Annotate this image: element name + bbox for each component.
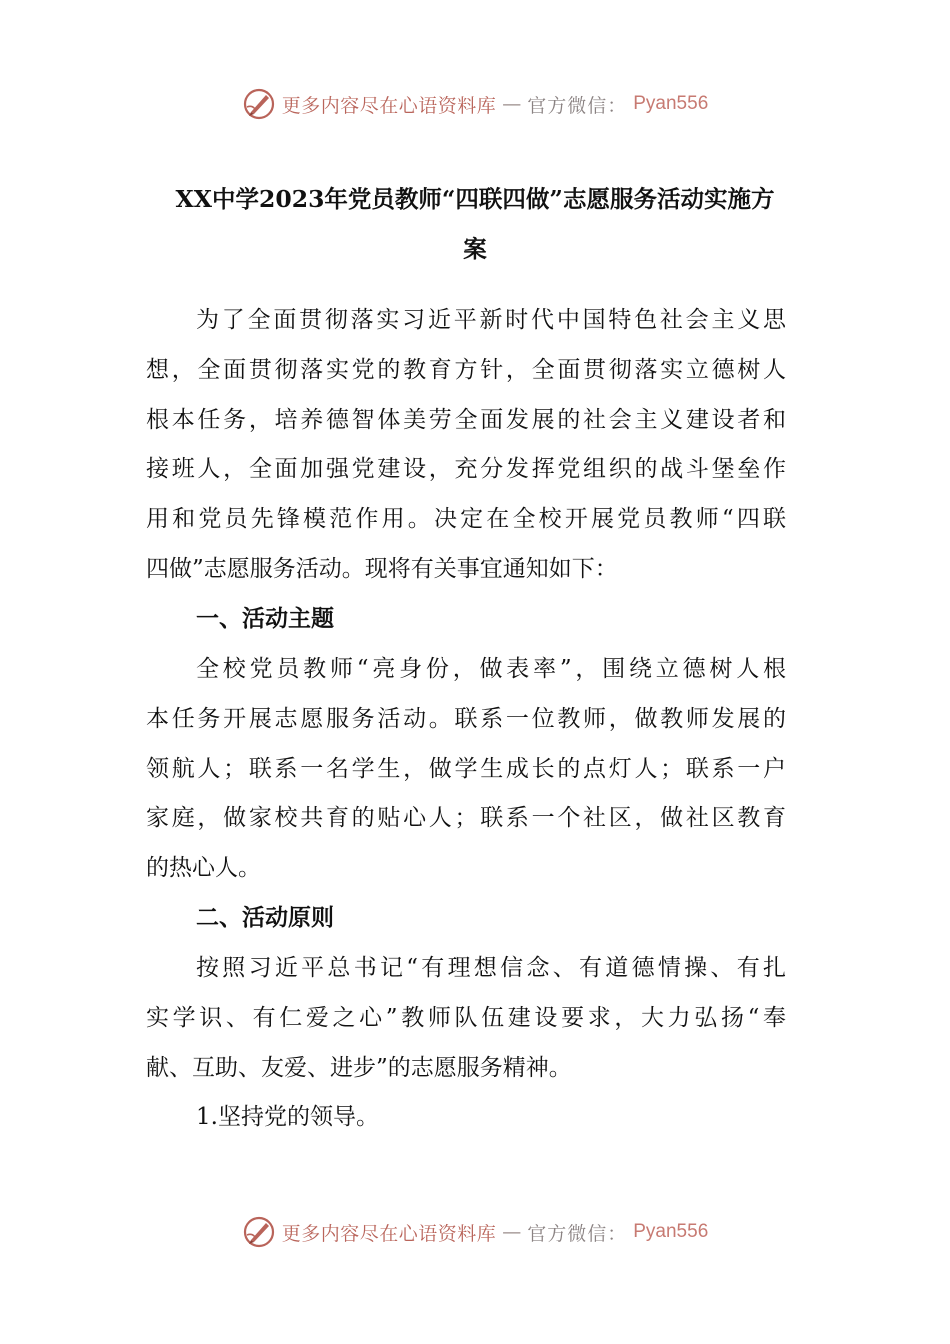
section-heading-principles: 二、活动原则: [196, 904, 334, 931]
paragraph-line: 领航人；联系一名学生，做学生成长的点灯人；联系一户: [146, 756, 786, 782]
paragraph-line: 献、互助、友爱、进步”的志愿服务精神。: [146, 1055, 572, 1081]
paragraph-line: 实学识、有仁爱之心”教师队伍建设要求，大力弘扬“奉: [146, 1005, 786, 1031]
paragraph-line: 想，全面贯彻落实党的教育方针，全面贯彻落实立德树人: [146, 357, 786, 383]
paragraph-line: 四做”志愿服务活动。现将有关事宜通知如下：: [146, 556, 618, 582]
banner-separator: —: [502, 1221, 522, 1243]
banner-text: 更多内容尽在心语资料库: [281, 1222, 497, 1245]
document-title-line-2: 案: [463, 235, 487, 263]
pen-logo-icon: [242, 1215, 276, 1249]
paragraph-line: 的热心人。: [146, 855, 261, 881]
banner-text: 更多内容尽在心语资料库: [281, 94, 497, 117]
banner-wechat-id: Pyan556: [633, 1221, 709, 1242]
paragraph-line: 接班人，全面加强党建设，充分发挥党组织的战斗堡垒作: [146, 456, 786, 482]
banner-wechat-id: Pyan556: [633, 93, 709, 114]
paragraph-line: 本任务开展志愿服务活动。联系一位教师，做教师发展的: [146, 706, 786, 732]
banner-separator: —: [502, 93, 522, 115]
paragraph-line: 用和党员先锋模范作用。决定在全校开展党员教师“四联: [146, 506, 786, 532]
section-heading-theme: 一、活动主题: [196, 605, 334, 632]
document-title-line-1: XX中学2023年党员教师“四联四做”志愿服务活动实施方: [175, 185, 775, 213]
paragraph-line: 根本任务，培养德智体美劳全面发展的社会主义建设者和: [146, 407, 786, 433]
paragraph-line: 为了全面贯彻落实习近平新时代中国特色社会主义思: [196, 307, 786, 333]
paragraph-line: 家庭，做家校共育的贴心人；联系一个社区，做社区教育: [146, 805, 786, 831]
header-watermark-banner: [0, 84, 950, 124]
pen-logo-icon: [242, 87, 276, 121]
list-item: 1.坚持党的领导。: [196, 1104, 379, 1130]
banner-wechat-label: 官方微信：: [527, 1222, 628, 1245]
paragraph-line: 全校党员教师“亮身份，做表率”，围绕立德树人根: [196, 656, 786, 682]
footer-watermark-banner: [0, 1212, 950, 1252]
banner-wechat-label: 官方微信：: [527, 94, 628, 117]
paragraph-line: 按照习近平总书记“有理想信念、有道德情操、有扎: [196, 955, 786, 981]
